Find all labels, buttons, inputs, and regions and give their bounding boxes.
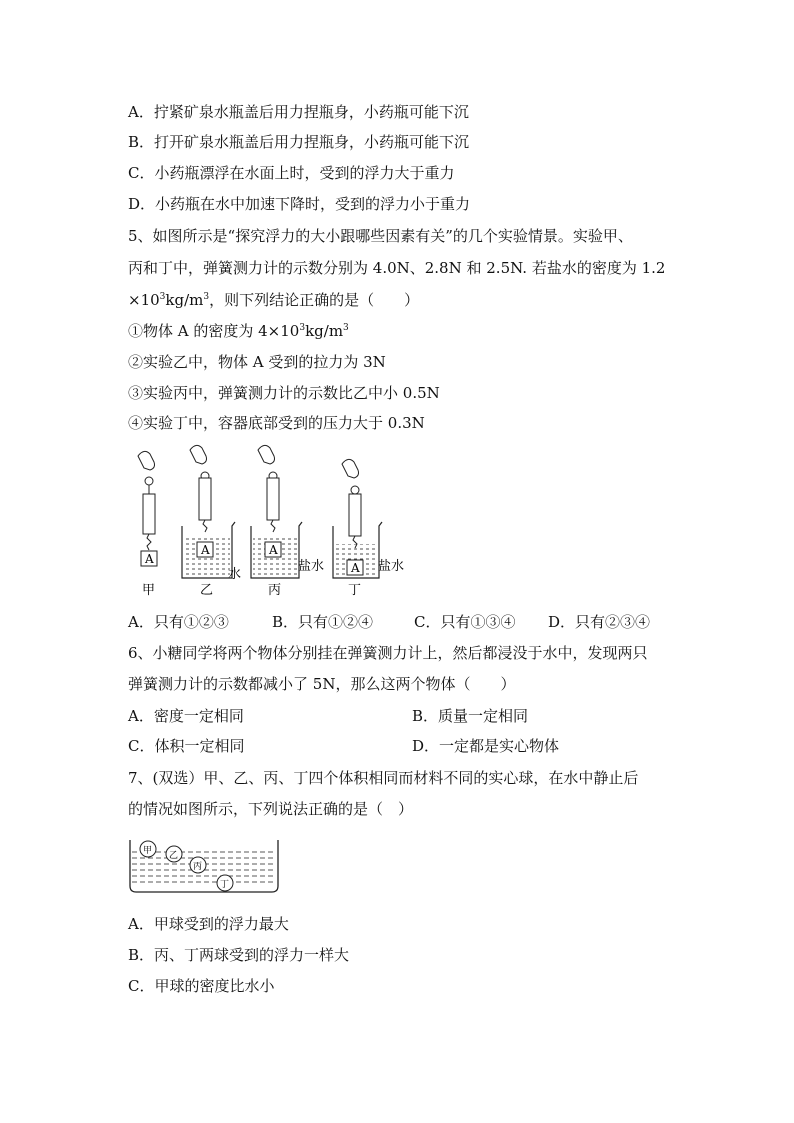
- q6-option-c: C．体积一定相同: [128, 737, 245, 755]
- q5-s1-exp: 3: [299, 323, 306, 333]
- q5-statement-2: ②实验乙中，物体 A 受到的拉力为 3N: [128, 353, 386, 371]
- q5-statement-3: ③实验丙中，弹簧测力计的示数比乙中小 0.5N: [128, 384, 440, 402]
- q6-stem-line2: 弹簧测力计的示数都减小了 5N，那么这两个物体（ ）: [128, 675, 516, 693]
- q5-line3-exp: 3: [159, 292, 166, 302]
- ball-jia: [140, 841, 156, 857]
- scale-yi: [182, 445, 241, 598]
- q5-option-b: B．只有①②④: [272, 613, 374, 631]
- caption-jia: 甲: [142, 583, 156, 598]
- q4-option-d: D．小药瓶在水中加速下降时，受到的浮力小于重力: [128, 195, 471, 213]
- scale-bing: [251, 445, 324, 598]
- q5-line3-pre: ×10: [128, 291, 160, 309]
- block-a-label-jia: A: [145, 552, 154, 566]
- q5-option-c: C．只有①③④: [414, 613, 516, 631]
- q6-option-a: A．密度一定相同: [128, 707, 244, 725]
- block-a-label-ding: A: [351, 561, 360, 575]
- q6-stem-line1: 6、小糖同学将两个物体分别挂在弹簧测力计上，然后都浸没于水中，发现两只: [128, 644, 648, 662]
- q5-s1-unit-exp: 3: [343, 323, 349, 333]
- q5-line3-post: ，则下列结论正确的是（ ）: [209, 291, 420, 309]
- q5-experiment-figure: [126, 442, 416, 604]
- q4-option-b: B．打开矿泉水瓶盖后用力捏瓶身，小药瓶可能下沉: [128, 133, 470, 151]
- q5-line3-unit-exp: 3: [203, 292, 210, 302]
- ball-ding: [217, 875, 233, 891]
- caption-bing: 丙: [268, 583, 282, 598]
- block-a-label-yi: A: [201, 543, 210, 557]
- q4-option-c: C．小药瓶漂浮在水面上时，受到的浮力大于重力: [128, 164, 455, 182]
- q5-statement-1: [128, 321, 349, 341]
- label-salt-water-1: 盐水: [298, 559, 325, 574]
- q7-stem-line1: 7、(双选）甲、乙、丙、丁四个体积相同而材料不同的实心球，在水中静止后: [128, 769, 639, 787]
- q5-option-a: A．只有①②③: [128, 613, 229, 631]
- q7-balls-figure: [126, 834, 282, 896]
- q6-option-d: D．一定都是实心物体: [412, 737, 560, 755]
- ball-bing: [190, 857, 206, 873]
- q7-option-a: A．甲球受到的浮力最大: [128, 915, 289, 933]
- q5-stem-line2: 丙和丁中，弹簧测力计的示数分别为 4.0N、2.8N 和 2.5N. 若盐水的密度为 1.2: [128, 259, 666, 277]
- ball-ding-label: 丁: [220, 880, 230, 890]
- ball-yi-label: 乙: [169, 851, 179, 861]
- q5-stem-line3: [128, 290, 419, 310]
- q7-stem-line2: 的情况如图所示，下列说法正确的是（ ）: [128, 800, 414, 818]
- caption-ding: 丁: [348, 583, 362, 598]
- ball-bing-label: 丙: [193, 862, 203, 872]
- q5-statement-4: ④实验丁中，容器底部受到的压力大于 0.3N: [128, 414, 425, 432]
- q5-s1-unit: kg/m: [305, 322, 344, 340]
- q5-line3-unit: kg/m: [165, 291, 204, 309]
- scale-jia: [138, 451, 157, 598]
- q4-option-a: A．拧紧矿泉水瓶盖后用力捏瓶身，小药瓶可能下沉: [128, 103, 469, 121]
- label-salt-water-2: 盐水: [378, 559, 405, 574]
- q5-s1-pre: ①物体 A 的密度为 4×10: [128, 322, 300, 340]
- caption-yi: 乙: [200, 583, 214, 598]
- q6-option-b: B．质量一定相同: [412, 707, 529, 725]
- block-a-label-bing: A: [269, 543, 278, 557]
- q7-option-b: B．丙、丁两球受到的浮力一样大: [128, 946, 350, 964]
- ball-jia-label: 甲: [143, 846, 153, 856]
- q7-option-c: C．甲球的密度比水小: [128, 977, 275, 995]
- q5-option-d: D．只有②③④: [548, 613, 651, 631]
- label-water: 水: [228, 567, 242, 582]
- scale-ding: [333, 459, 404, 598]
- ball-yi: [166, 846, 182, 862]
- q5-stem-line1: 5、如图所示是“探究浮力的大小跟哪些因素有关”的几个实验情景。实验甲、: [128, 227, 633, 245]
